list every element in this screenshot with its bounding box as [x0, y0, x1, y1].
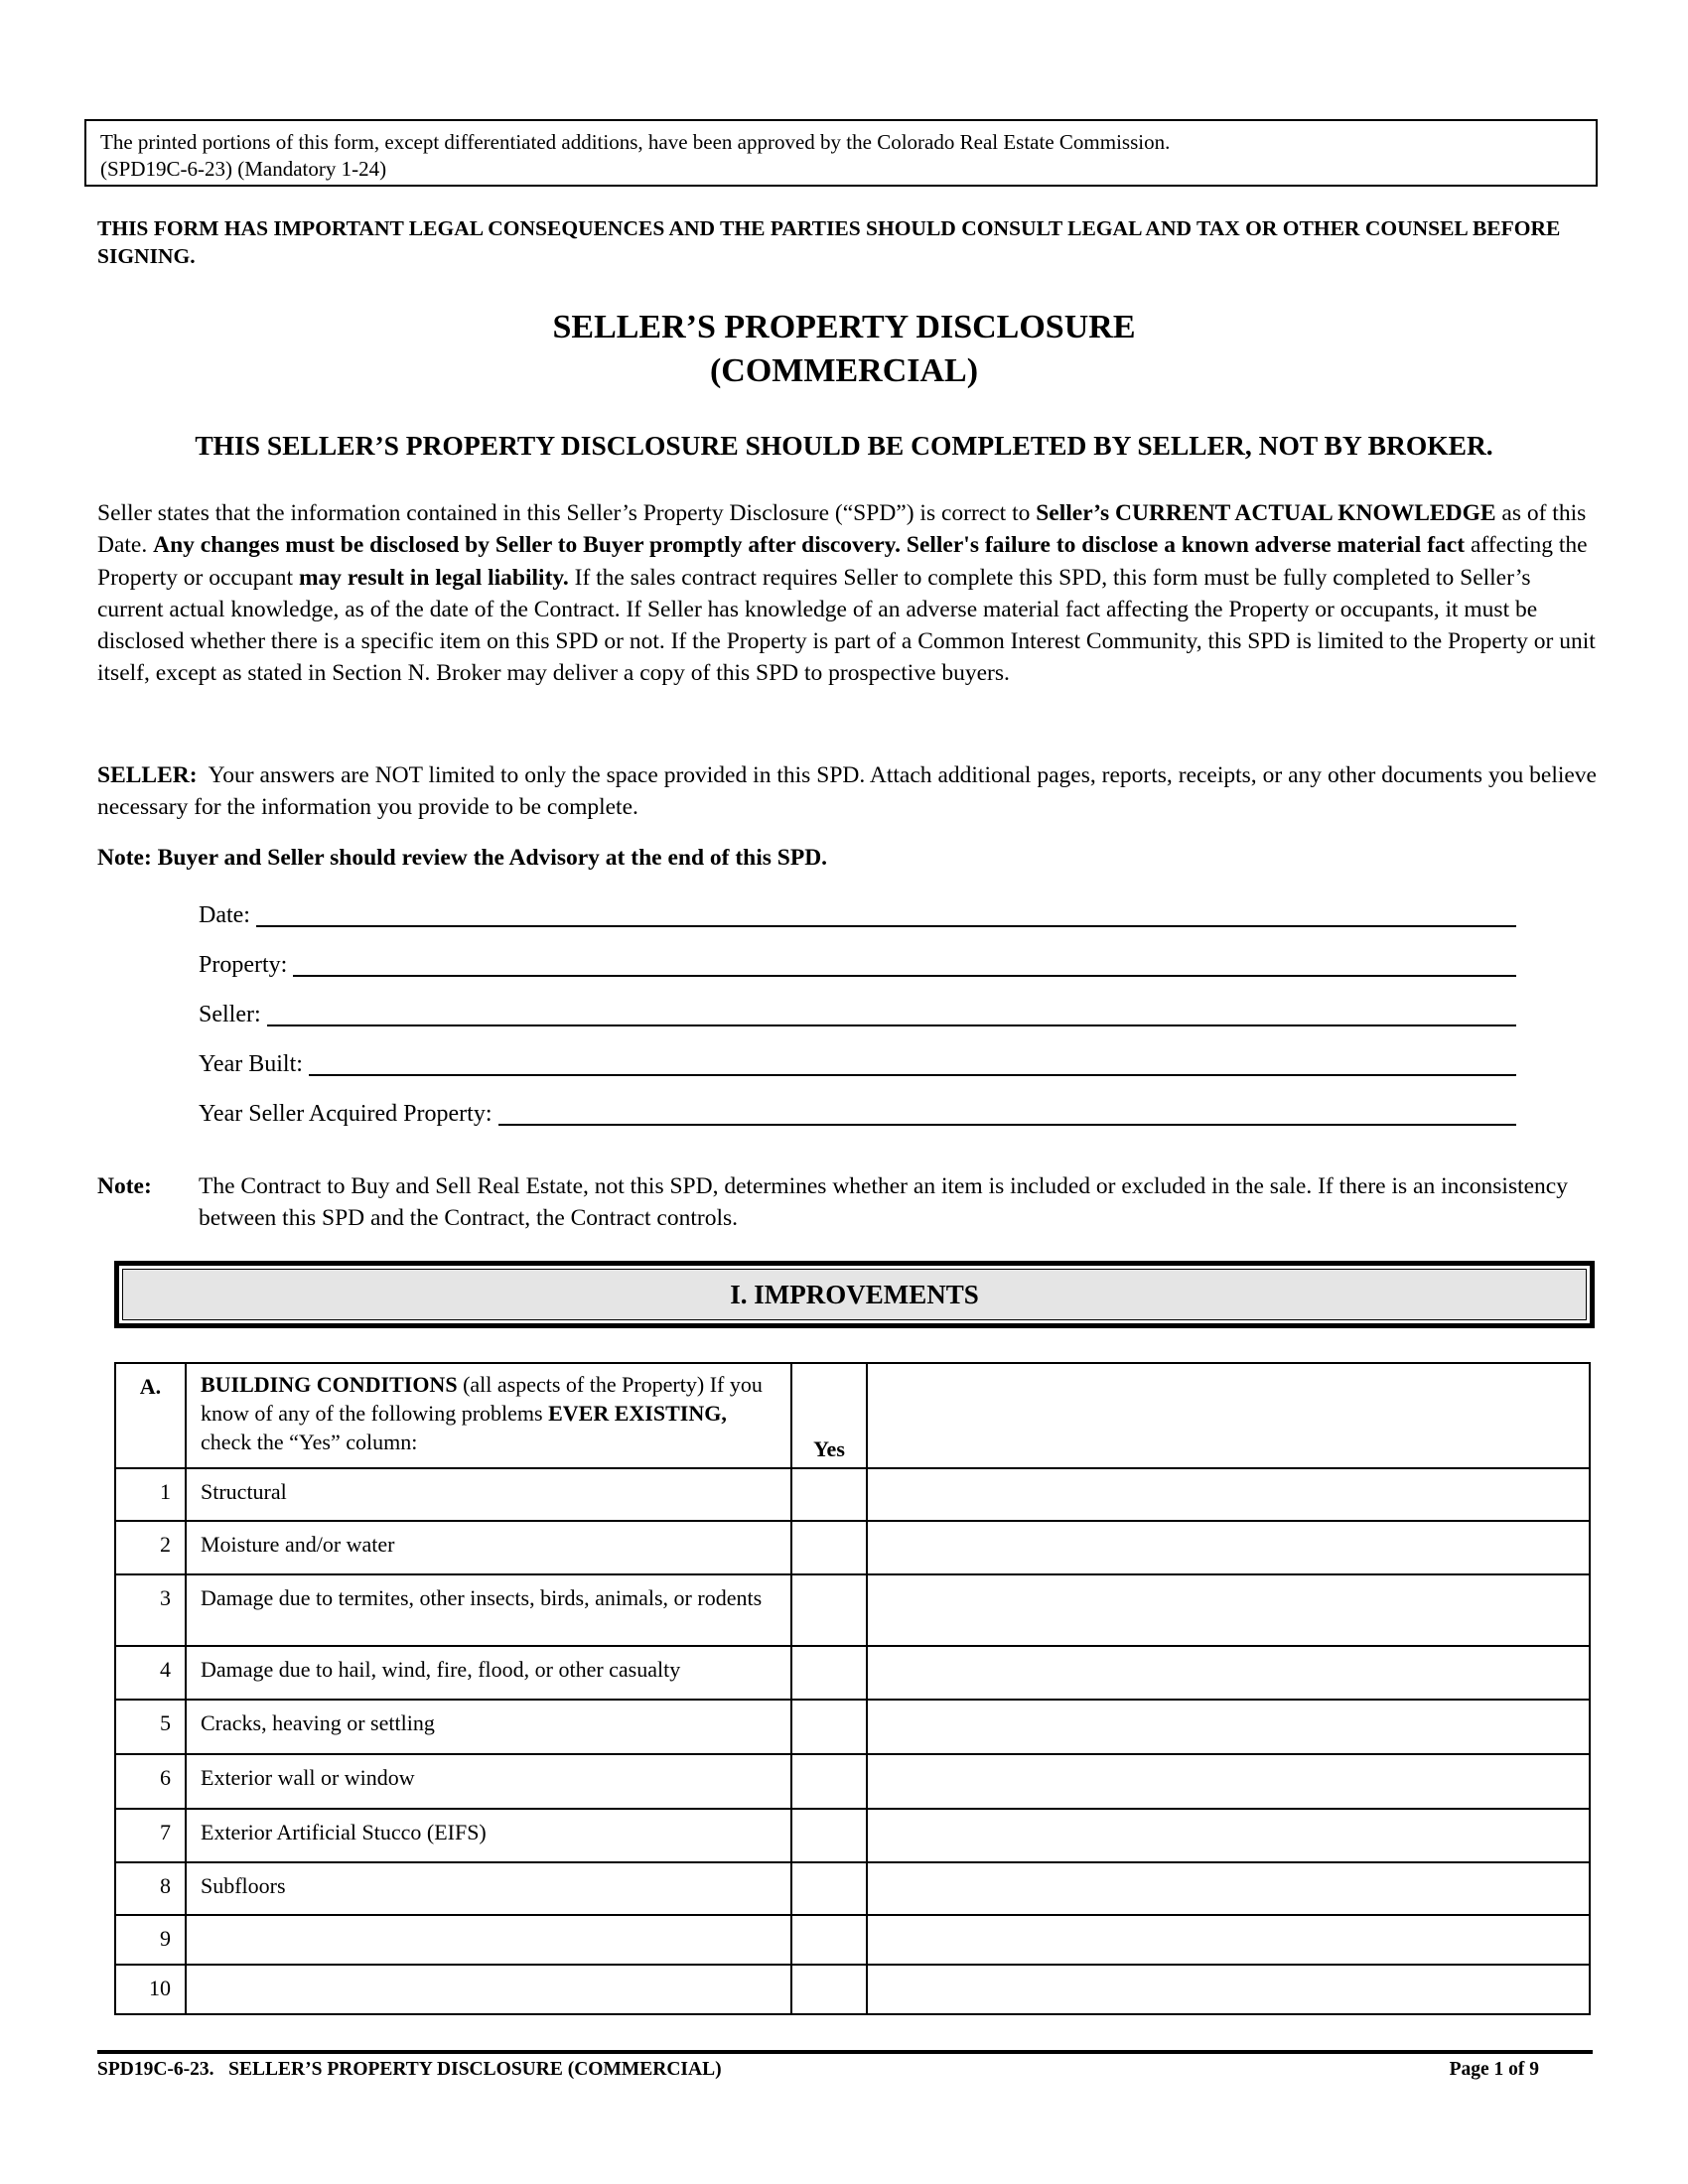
seller-field-label: Seller:: [199, 1002, 261, 1027]
comment-cell[interactable]: [867, 1965, 1590, 2014]
yes-checkbox-cell[interactable]: [791, 1915, 867, 1965]
intro-paragraph: [97, 497, 1597, 690]
row-label: Damage due to hail, wind, fire, flood, or other casualty: [186, 1646, 791, 1700]
date-label: Date:: [199, 902, 250, 928]
comment-cell[interactable]: [867, 1862, 1590, 1915]
intro-text-2: as of this Date.: [97, 500, 1587, 559]
intro-bold-3: may result in legal liability.: [298, 564, 569, 591]
seller-label: SELLER:: [97, 762, 198, 788]
advisory-note: Note: Buyer and Seller should review the Advisory at the end of this SPD.: [97, 845, 828, 871]
row-label: Structural: [186, 1468, 791, 1521]
comment-cell[interactable]: [867, 1915, 1590, 1965]
intro-text-4: If the sales contract requires Seller to complete this SPD, this form must be fully completed to Seller’s current actual knowledge, as of the date of the Contract. If Seller has knowledge of an adverse material fact affecting the Property or occupants, it must be disclosed whether there is a specific item on this SPD or not. If the Property is part of a Common Interest Community, this SPD is limited to the Property or unit itself, except as stated in Section N. Broker may deliver a copy of this SPD to prospective buyers.: [97, 564, 1596, 687]
property-field[interactable]: [199, 943, 1516, 979]
year-built-field[interactable]: [199, 1042, 1516, 1078]
date-field[interactable]: [199, 893, 1516, 929]
row-label[interactable]: [186, 1965, 791, 2014]
row-number: 6: [115, 1754, 186, 1809]
yes-checkbox-cell[interactable]: [791, 1574, 867, 1646]
row-number: 1: [115, 1468, 186, 1521]
property-label: Property:: [199, 952, 288, 978]
yes-column-header: Yes: [791, 1363, 867, 1468]
legal-warning: THIS FORM HAS IMPORTANT LEGAL CONSEQUENCES AND THE PARTIES SHOULD CONSULT LEGAL AND TAX OR OTHER COUNSEL BEFORE SIGNING.: [97, 216, 1561, 268]
intro-bold-1: Seller’s CURRENT ACTUAL KNOWLEDGE: [1036, 500, 1496, 526]
comment-cell[interactable]: [867, 1809, 1590, 1862]
row-label: Moisture and/or water: [186, 1521, 791, 1574]
contract-note-text: The Contract to Buy and Sell Real Estate, not this SPD, determines whether an item is included or excluded in the sale. If there is an inconsistency between this SPD and the Contract, the Contract controls.: [199, 1173, 1568, 1231]
year-built-input-line[interactable]: [309, 1048, 1516, 1076]
table-header-row: [115, 1363, 1590, 1468]
row-label: Damage due to termites, other insects, birds, animals, or rodents: [186, 1574, 791, 1646]
table-row: [115, 1915, 1590, 1965]
intro-text-1: Seller states that the information contained in this Seller’s Property Disclosure (“SPD”) is correct to: [97, 500, 1037, 526]
comment-cell[interactable]: [867, 1574, 1590, 1646]
table-heading: [186, 1363, 791, 1468]
contract-note-label: Note:: [97, 1173, 152, 1199]
form-title: SELLER’S PROPERTY DISCLOSURE: [552, 309, 1136, 345]
seller-input-line[interactable]: [267, 999, 1516, 1026]
row-label: Exterior wall or window: [186, 1754, 791, 1809]
footer-form-id: SPD19C-6-23. SELLER’S PROPERTY DISCLOSURE (COMMERCIAL): [97, 2059, 722, 2080]
row-label[interactable]: [186, 1915, 791, 1965]
seller-text: Your answers are NOT limited to only the space provided in this SPD. Attach additional pages, reports, receipts, or any other documents you believe necessary for the information you provide to be complete.: [97, 762, 1603, 821]
heading-text-2: check the “Yes” column:: [201, 1430, 418, 1454]
form-title-commercial: (COMMERCIAL): [709, 352, 979, 389]
table-row: [115, 1521, 1590, 1574]
row-number: 4: [115, 1646, 186, 1700]
table-row: [115, 1754, 1590, 1809]
yes-checkbox-cell[interactable]: [791, 1646, 867, 1700]
approval-line-1: The printed portions of this form, except differentiated additions, have been approved by the Colorado Real Estate Commission.: [100, 130, 1171, 154]
comment-cell[interactable]: [867, 1468, 1590, 1521]
section-banner-improvements: [114, 1261, 1595, 1328]
table-row: [115, 1965, 1590, 2014]
seller-instructions: [97, 759, 1603, 824]
section-title: I. IMPROVEMENTS: [122, 1269, 1587, 1320]
row-number: 9: [115, 1915, 186, 1965]
comment-cell[interactable]: [867, 1700, 1590, 1754]
row-number: 10: [115, 1965, 186, 2014]
heading-bold-2: EVER EXISTING,: [548, 1401, 727, 1426]
intro-text-3: affecting the Property or occupant: [97, 532, 1588, 591]
intro-bold-2: Any changes must be disclosed by Seller to Buyer promptly after discovery. Seller's failure to disclose a known adverse material fact: [153, 532, 1466, 559]
section-letter: A.: [115, 1363, 186, 1468]
row-label: Exterior Artificial Stucco (EIFS): [186, 1809, 791, 1862]
comments-column-header: [867, 1363, 1590, 1468]
yes-checkbox-cell[interactable]: [791, 1862, 867, 1915]
table-row: [115, 1468, 1590, 1521]
heading-bold: BUILDING CONDITIONS: [201, 1372, 458, 1397]
date-input-line[interactable]: [256, 899, 1516, 927]
footer-divider: [97, 2050, 1593, 2054]
year-acquired-input-line[interactable]: [498, 1098, 1517, 1126]
yes-checkbox-cell[interactable]: [791, 1521, 867, 1574]
year-built-label: Year Built:: [199, 1051, 303, 1077]
approval-notice-box: [84, 119, 1598, 187]
table-row: [115, 1809, 1590, 1862]
seller-field[interactable]: [199, 993, 1516, 1028]
yes-checkbox-cell[interactable]: [791, 1965, 867, 2014]
year-acquired-label: Year Seller Acquired Property:: [199, 1101, 492, 1127]
row-number: 7: [115, 1809, 186, 1862]
row-number: 5: [115, 1700, 186, 1754]
table-row: [115, 1646, 1590, 1700]
table-row: [115, 1574, 1590, 1646]
table-row: [115, 1862, 1590, 1915]
row-label: Subfloors: [186, 1862, 791, 1915]
row-label: Cracks, heaving or settling: [186, 1700, 791, 1754]
heading-text-1: (all aspects of the Property) If you know of any of the following problems: [201, 1372, 763, 1426]
table-row: [115, 1700, 1590, 1754]
building-conditions-table: [114, 1362, 1591, 2015]
form-subtitle: THIS SELLER’S PROPERTY DISCLOSURE SHOULD BE COMPLETED BY SELLER, NOT BY BROKER.: [195, 430, 1493, 461]
comment-cell[interactable]: [867, 1521, 1590, 1574]
row-number: 2: [115, 1521, 186, 1574]
row-number: 8: [115, 1862, 186, 1915]
yes-checkbox-cell[interactable]: [791, 1468, 867, 1521]
approval-line-2: (SPD19C-6-23) (Mandatory 1-24): [100, 157, 387, 181]
yes-checkbox-cell[interactable]: [791, 1754, 867, 1809]
yes-checkbox-cell[interactable]: [791, 1809, 867, 1862]
footer-page-number: Page 1 of 9: [1449, 2059, 1539, 2080]
comment-cell[interactable]: [867, 1646, 1590, 1700]
yes-checkbox-cell[interactable]: [791, 1700, 867, 1754]
row-number: 3: [115, 1574, 186, 1646]
year-acquired-field[interactable]: [199, 1092, 1516, 1128]
property-input-line[interactable]: [293, 949, 1516, 977]
comment-cell[interactable]: [867, 1754, 1590, 1809]
